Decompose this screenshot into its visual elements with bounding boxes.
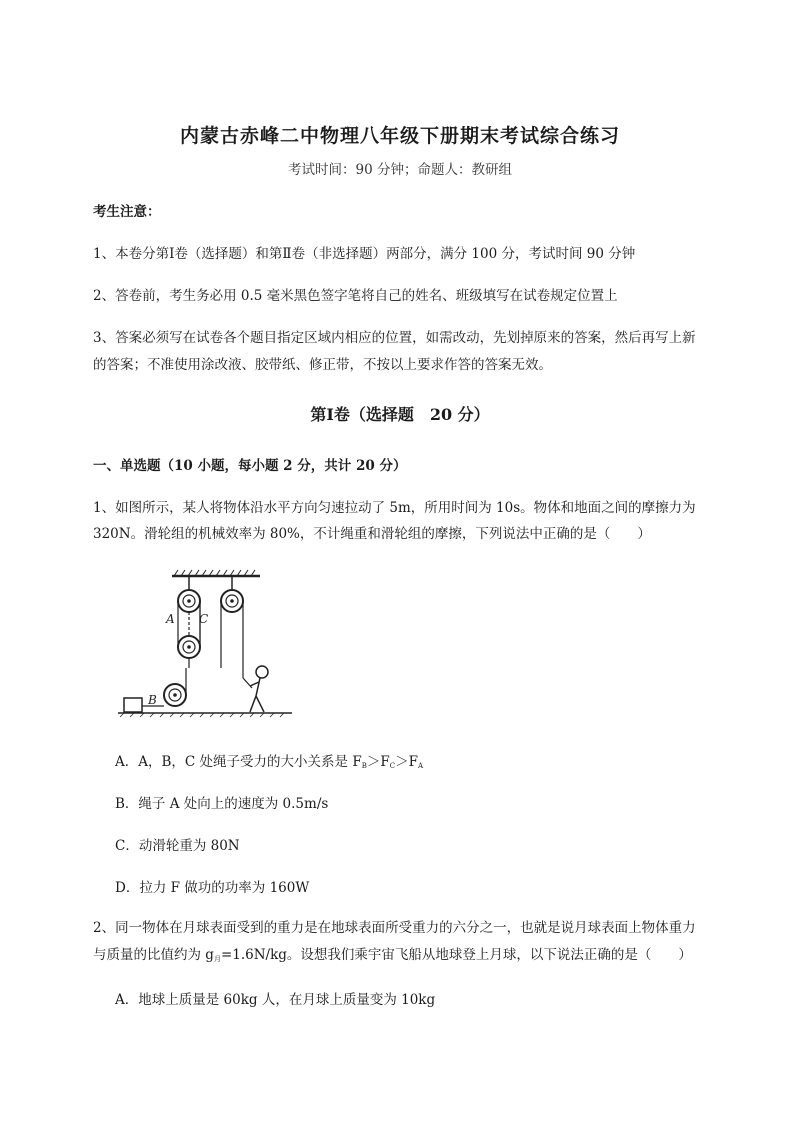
label-b: B [148, 693, 157, 707]
q1-option-a: A．A，B，C 处绳子受力的大小关系是 $F_B>F_C>F_A$ [115, 754, 424, 770]
page-title: 内蒙古赤峰二中物理八年级下册期末考试综合练习 [179, 125, 620, 147]
notice-item-1: 1、本卷分第Ⅰ卷（选择题）和第Ⅱ卷（非选择题）两部分，满分 100 分，考试时间 90 分钟 [93, 246, 636, 262]
question-2-line-2: 与质量的比值约为 $g_月=1.6N/kg$。设想我们乘宇宙飞船从地球登上月球，以下说法正确的是（ ） [93, 947, 692, 963]
pulley-diagram [110, 568, 300, 718]
q1-option-d: D．拉力 F 做功的功率为 160W [115, 880, 310, 896]
q2-option-a: A．地球上质量是 60kg 人，在月球上质量变为 10kg [115, 992, 436, 1008]
notice-item-3-line-1: 3、答案必须写在试卷各个题目指定区域内相应的位置，如需改动，先划掉原来的答案，然后再写上新 [93, 330, 696, 346]
label-a: A [166, 612, 175, 626]
question-2-line-1: 2、同一物体在月球表面受到的重力是在地球表面所受重力的六分之一，也就是说月球表面上物体重力 [93, 920, 696, 936]
notice-heading: 考生注意： [93, 204, 161, 220]
notice-item-2: 2、答卷前，考生务必用 0.5 毫米黑色签字笔将自己的姓名、班级填写在试卷规定位置上 [93, 288, 618, 304]
q1-option-b: B．绳子 A 处向上的速度为 0.5m/s [115, 796, 329, 812]
notice-item-3-line-2: 的答案；不准使用涂改液、胶带纸、修正带，不按以上要求作答的答案无效。 [93, 357, 552, 373]
q1-option-c: C．动滑轮重为 80N [115, 838, 240, 854]
part-heading: 一、单选题（10 小题，每小题 2 分，共计 20 分） [93, 458, 407, 474]
question-1-line-1: 1、如图所示，某人将物体沿水平方向匀速拉动了 5m，所用时间为 10s。物体和地面之间的摩擦力为 [93, 500, 696, 516]
section-title: 第Ⅰ卷（选择题 20 分） [310, 405, 490, 424]
label-c: C [199, 612, 209, 626]
exam-subtitle: 考试时间：90 分钟；命题人：教研组 [288, 162, 512, 178]
question-1-line-2: 320N。滑轮组的机械效率为 80%，不计绳重和滑轮组的摩擦，下列说法中正确的是（ ） [93, 526, 651, 542]
